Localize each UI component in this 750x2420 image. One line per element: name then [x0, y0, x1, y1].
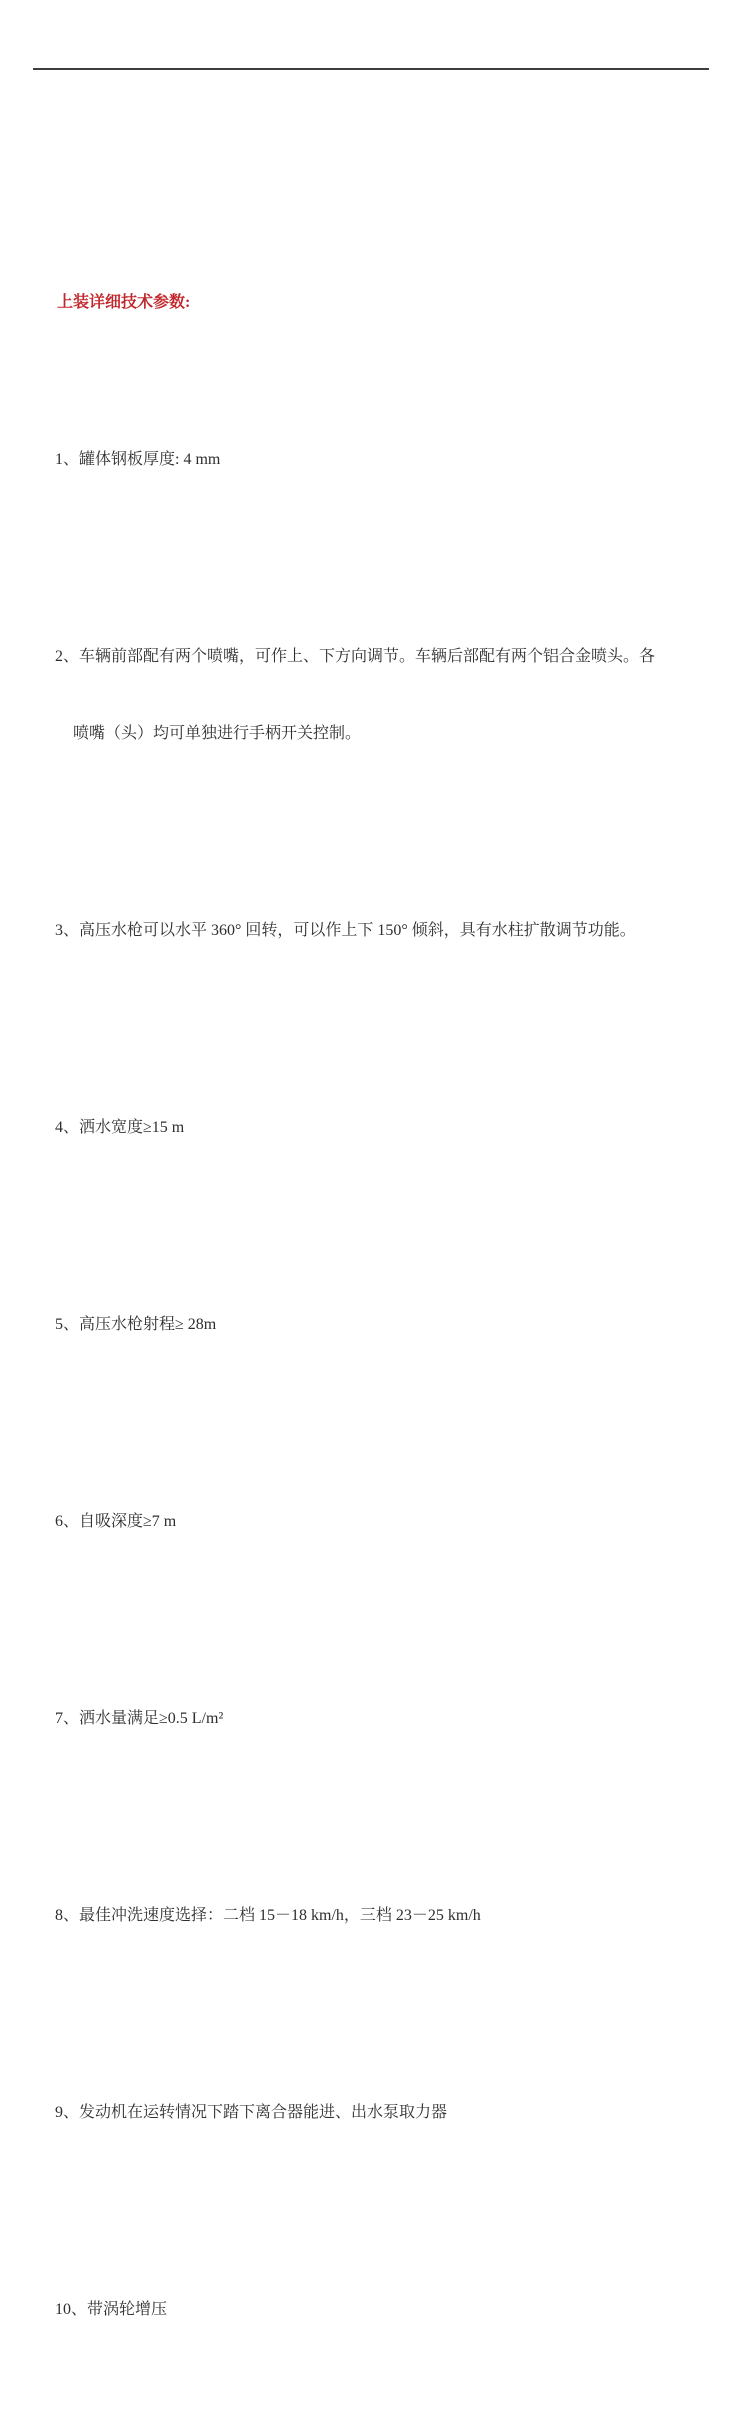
list-item-9: [55, 2063, 750, 2163]
list-item-text: 7、洒水量满足≥0.5 L/m²: [55, 1710, 224, 1727]
list-item-1: [55, 410, 750, 510]
list-item-2-continuation: 喷嘴（头）均可单独进行手柄开关控制。: [73, 725, 362, 742]
list-item-text: 6、自吸深度≥7 m: [55, 1513, 177, 1530]
list-item-text: 3、高压水枪可以水平 360° 回转，可以作上下 150° 倾斜，具有水柱扩散调节功能。: [55, 922, 636, 939]
list-item-7: [55, 1669, 750, 1769]
list-item-text: 5、高压水枪射程≥ 28m: [55, 1316, 217, 1333]
list-item-8: [55, 1866, 750, 1966]
list-item-text: 8、最佳冲洗速度选择：二档 15－18 km/h，三档 23－25 km/h: [55, 1907, 481, 1924]
list-item-text: 2、车辆前部配有两个喷嘴，可作上、下方向调节。车辆后部配有两个铝合金喷头。各: [55, 648, 656, 665]
list-item-4: [55, 1078, 750, 1178]
list-item-6: [55, 1472, 750, 1572]
list-item-text: 1、罐体钢板厚度: 4 mm: [55, 451, 221, 468]
list-item-10: [55, 2260, 750, 2360]
list-item-text: 10、带涡轮增压: [55, 2301, 168, 2318]
list-item-2: [55, 607, 750, 784]
list-item-3: [55, 881, 750, 981]
list-item-text: 9、发动机在运转情况下踏下离合器能进、出水泵取力器: [55, 2104, 448, 2121]
list-item-text: 4、洒水宽度≥15 m: [55, 1119, 185, 1136]
page-title: 上装详细技术参数:: [57, 294, 191, 311]
list-item-5: [55, 1275, 750, 1375]
